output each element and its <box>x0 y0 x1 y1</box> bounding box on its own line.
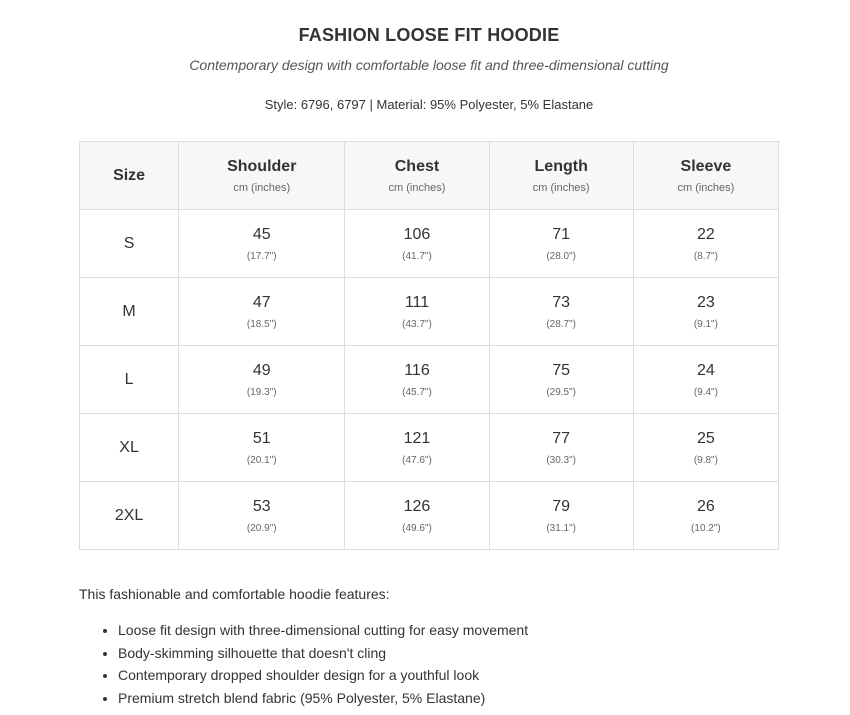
header-sleeve <box>633 142 778 210</box>
inch-value: (49.6") <box>402 522 432 534</box>
table-header-row <box>80 142 779 210</box>
cm-value: 121 <box>403 429 431 447</box>
cm-value: 73 <box>552 293 571 311</box>
list-item: • Body-skimming silhouette that doesn't cling <box>118 645 528 668</box>
header-label: Chest <box>394 157 440 175</box>
table-row <box>80 346 779 414</box>
size-label: 2XL <box>114 506 144 524</box>
cm-value: 106 <box>403 225 431 243</box>
chest-cell <box>345 414 489 482</box>
inch-value: (9.4") <box>693 386 718 398</box>
inch-value: (43.7") <box>402 318 432 330</box>
cm-value: 111 <box>404 293 430 311</box>
size-chart-table <box>79 141 779 550</box>
list-item: • Loose fit design with three-dimensional cutting for easy movement <box>118 622 528 645</box>
features-intro: This fashionable and comfortable hoodie features: <box>79 586 390 602</box>
style-material-line: Style: 6796, 6797 | Material: 95% Polyester, 5% Elastane <box>264 97 594 112</box>
header-unit: cm (inches) <box>233 181 291 194</box>
inch-value: (18.5") <box>246 318 277 330</box>
length-cell <box>489 414 633 482</box>
size-cell <box>80 414 179 482</box>
size-label: M <box>122 302 136 320</box>
inch-value: (47.6") <box>402 454 432 466</box>
length-cell <box>489 346 633 414</box>
sleeve-cell <box>633 278 778 346</box>
shoulder-cell <box>179 278 345 346</box>
chest-cell <box>345 210 489 278</box>
chest-cell <box>345 278 489 346</box>
list-item: • Contemporary dropped shoulder design for a youthful look <box>118 667 528 690</box>
cm-value: 26 <box>696 497 715 515</box>
cm-value: 25 <box>696 429 715 447</box>
table-row <box>80 414 779 482</box>
header-size <box>80 142 179 210</box>
size-label: S <box>123 234 135 252</box>
cm-value: 47 <box>252 293 271 311</box>
inch-value: (45.7") <box>402 386 432 398</box>
sleeve-cell <box>633 482 778 550</box>
sleeve-cell <box>633 414 778 482</box>
size-cell <box>80 278 179 346</box>
header-shoulder <box>179 142 345 210</box>
size-cell <box>80 346 179 414</box>
size-cell <box>80 482 179 550</box>
inch-value: (10.2") <box>691 522 721 534</box>
table-row <box>80 210 779 278</box>
inch-value: (29.5") <box>546 386 577 398</box>
shoulder-cell <box>179 210 345 278</box>
cm-value: 79 <box>552 497 571 515</box>
header-label: Size <box>113 166 146 184</box>
table-row <box>80 482 779 550</box>
inch-value: (20.1") <box>246 454 277 466</box>
cm-value: 23 <box>696 293 715 311</box>
shoulder-cell <box>179 482 345 550</box>
cm-value: 45 <box>252 225 271 243</box>
features-list <box>79 622 528 712</box>
inch-value: (31.1") <box>546 522 577 534</box>
page-title: FASHION LOOSE FIT HOODIE <box>298 25 560 45</box>
cm-value: 126 <box>403 497 431 515</box>
header-unit: cm (inches) <box>388 181 446 194</box>
cm-value: 49 <box>252 361 271 379</box>
cm-value: 24 <box>696 361 715 379</box>
inch-value: (9.1") <box>693 318 718 330</box>
page-subtitle: Contemporary design with comfortable loose fit and three-dimensional cutting <box>189 57 669 73</box>
cm-value: 77 <box>552 429 571 447</box>
inch-value: (19.3") <box>246 386 277 398</box>
length-cell <box>489 278 633 346</box>
header-length <box>489 142 633 210</box>
inch-value: (8.7") <box>693 250 718 262</box>
header-unit: cm (inches) <box>677 181 735 194</box>
inch-value: (41.7") <box>402 250 432 262</box>
size-cell <box>80 210 179 278</box>
cm-value: 75 <box>552 361 571 379</box>
header-unit: cm (inches) <box>532 181 590 194</box>
cm-value: 71 <box>552 225 571 243</box>
sleeve-cell <box>633 210 778 278</box>
cm-value: 53 <box>252 497 271 515</box>
shoulder-cell <box>179 346 345 414</box>
inch-value: (9.8") <box>693 454 718 466</box>
sleeve-cell <box>633 346 778 414</box>
length-cell <box>489 482 633 550</box>
inch-value: (28.7") <box>546 318 577 330</box>
length-cell <box>489 210 633 278</box>
inch-value: (30.3") <box>546 454 577 466</box>
cm-value: 116 <box>404 361 430 379</box>
inch-value: (17.7") <box>246 250 277 262</box>
header-label: Shoulder <box>227 157 297 175</box>
chest-cell <box>345 346 489 414</box>
header-chest <box>345 142 489 210</box>
inch-value: (28.0") <box>546 250 577 262</box>
header-label: Length <box>534 157 588 175</box>
chest-cell <box>345 482 489 550</box>
cm-value: 22 <box>696 225 715 243</box>
table-row <box>80 278 779 346</box>
list-item: • Premium stretch blend fabric (95% Polyester, 5% Elastane) <box>118 690 528 713</box>
inch-value: (20.9") <box>246 522 277 534</box>
shoulder-cell <box>179 414 345 482</box>
cm-value: 51 <box>252 429 271 447</box>
header-label: Sleeve <box>680 157 732 175</box>
size-label: XL <box>119 438 139 456</box>
size-label: L <box>124 370 134 388</box>
